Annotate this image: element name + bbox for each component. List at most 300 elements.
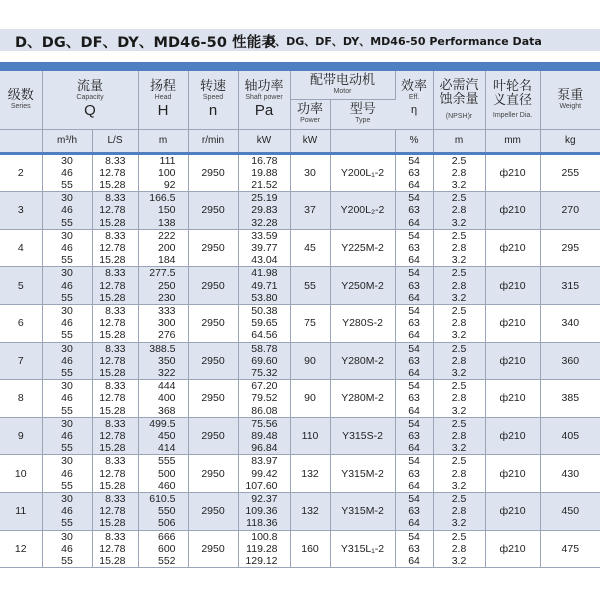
cell-efficiency-value: 63 — [408, 166, 420, 179]
unit-weight: kg — [540, 129, 600, 153]
cell-impeller: ф210 — [485, 192, 540, 230]
cell-npsh-value: 2.5 — [451, 154, 467, 167]
cell-motor-power: 110 — [290, 417, 330, 455]
cell-capacity-ls-value: 12.78 — [99, 354, 126, 367]
cell-capacity-ls-value: 12.78 — [99, 429, 126, 442]
cell-npsh-value: 2.8 — [451, 505, 467, 518]
cell-npsh-value: 2.5 — [451, 267, 467, 280]
cell-head-value: 450 — [157, 429, 176, 442]
cell-capacity-m3h-value: 46 — [61, 467, 73, 480]
cell-npsh-value: 2.8 — [451, 467, 467, 480]
cell-npsh-value: 2.5 — [451, 455, 467, 468]
cell-capacity-ls-value: 15.28 — [99, 442, 126, 455]
cell-head-value: 150 — [157, 204, 176, 217]
cell-npsh-value: 3.2 — [451, 178, 467, 191]
cell-capacity-m3h-value: 46 — [61, 429, 73, 442]
cell-npsh-value: 2.8 — [451, 542, 467, 555]
cell-shaft-power-value: 75.32 — [251, 366, 278, 379]
cell-shaft-power-value: 39.77 — [251, 241, 278, 254]
cell-npsh-value: 2.5 — [451, 229, 467, 242]
cell-impeller: ф210 — [485, 153, 540, 192]
cell-capacity-ls-value: 12.78 — [99, 505, 126, 518]
cell-capacity-m3h-value: 55 — [61, 291, 73, 304]
cell-head — [138, 455, 188, 493]
cell-npsh-value: 2.8 — [451, 317, 467, 330]
cell-capacity-m3h — [42, 455, 92, 493]
cell-shaft-power-value: 43.04 — [251, 254, 278, 267]
table-row — [0, 229, 600, 267]
cell-head-value: 350 — [157, 354, 176, 367]
cell-efficiency-value: 64 — [408, 442, 420, 455]
cell-head — [138, 267, 188, 305]
cell-impeller: ф210 — [485, 380, 540, 418]
cell-head — [138, 342, 188, 380]
cell-efficiency-value: 54 — [408, 192, 420, 205]
table-row — [0, 492, 600, 530]
cell-efficiency-value: 64 — [408, 479, 420, 492]
cell-capacity-ls — [92, 304, 138, 342]
cell-capacity-ls-value: 12.78 — [99, 467, 126, 480]
cell-efficiency-value: 64 — [408, 555, 420, 567]
cell-npsh-value: 2.8 — [451, 241, 467, 254]
cell-shaft-power-value: 129.12 — [245, 555, 278, 567]
cell-capacity-m3h-value: 55 — [61, 442, 73, 455]
cell-shaft-power — [238, 267, 290, 305]
cell-head-value: 414 — [157, 442, 176, 455]
cell-head-value: 322 — [157, 366, 176, 379]
cell-capacity-m3h-value: 46 — [61, 241, 73, 254]
cell-capacity-ls-value: 12.78 — [99, 392, 126, 405]
cell-head-value: 184 — [157, 254, 176, 267]
cell-motor-type: Y280M-2 — [330, 380, 395, 418]
cell-shaft-power-value: 107.60 — [245, 479, 278, 492]
cell-capacity-m3h — [42, 342, 92, 380]
cell-shaft-power-value: 79.52 — [251, 392, 278, 405]
cell-efficiency-value: 54 — [408, 455, 420, 468]
cell-head — [138, 380, 188, 418]
cell-capacity-m3h-value: 30 — [61, 342, 73, 355]
cell-head-value: 460 — [157, 479, 176, 492]
unit-npsh: m — [433, 129, 485, 153]
cell-capacity-ls-value: 8.33 — [105, 229, 126, 242]
cell-shaft-power-value: 89.48 — [251, 429, 278, 442]
cell-shaft-power-value: 58.78 — [251, 342, 278, 355]
cell-efficiency-value: 64 — [408, 254, 420, 267]
cell-efficiency-value: 54 — [408, 380, 420, 393]
cell-capacity-ls-value: 15.28 — [99, 329, 126, 342]
cell-head-value: 400 — [157, 392, 176, 405]
cell-npsh — [433, 380, 485, 418]
cell-efficiency — [395, 229, 433, 267]
cell-head-value: 444 — [157, 380, 176, 393]
header-npsh: 必需汽蚀余量 (NPSH)r — [433, 71, 485, 129]
cell-head — [138, 417, 188, 455]
cell-shaft-power — [238, 530, 290, 568]
cell-capacity-ls — [92, 267, 138, 305]
cell-motor-power: 75 — [290, 304, 330, 342]
cell-capacity-m3h — [42, 380, 92, 418]
table-row — [0, 153, 600, 192]
cell-efficiency-value: 63 — [408, 354, 420, 367]
cell-head-value: 138 — [157, 216, 176, 229]
cell-shaft-power — [238, 153, 290, 192]
cell-npsh — [433, 229, 485, 267]
cell-efficiency-value: 63 — [408, 467, 420, 480]
cell-npsh — [433, 417, 485, 455]
table-row — [0, 267, 600, 305]
cell-series: 7 — [0, 342, 42, 380]
cell-efficiency-value: 63 — [408, 429, 420, 442]
cell-capacity-ls-value: 8.33 — [105, 267, 126, 280]
cell-impeller: ф210 — [485, 229, 540, 267]
cell-capacity-m3h-value: 30 — [61, 304, 73, 317]
cell-efficiency-value: 64 — [408, 517, 420, 530]
cell-shaft-power-value: 32.28 — [251, 216, 278, 229]
cell-efficiency — [395, 417, 433, 455]
cell-capacity-ls — [92, 192, 138, 230]
cell-impeller: ф210 — [485, 455, 540, 493]
cell-capacity-m3h-value: 30 — [61, 530, 73, 543]
cell-weight: 430 — [540, 455, 600, 493]
cell-efficiency-value: 54 — [408, 304, 420, 317]
cell-shaft-power-value: 59.65 — [251, 317, 278, 330]
cell-capacity-ls-value: 12.78 — [99, 204, 126, 217]
cell-capacity-ls-value: 8.33 — [105, 342, 126, 355]
cell-head — [138, 304, 188, 342]
cell-weight: 255 — [540, 153, 600, 192]
cell-capacity-m3h-value: 55 — [61, 216, 73, 229]
cell-capacity-ls-value: 12.78 — [99, 166, 126, 179]
cell-weight: 295 — [540, 229, 600, 267]
cell-motor-type: Y315M-2 — [330, 455, 395, 493]
cell-head — [138, 153, 188, 192]
cell-speed: 2950 — [188, 192, 238, 230]
cell-shaft-power-value: 16.78 — [251, 154, 278, 167]
cell-npsh-value: 2.8 — [451, 204, 467, 217]
cell-shaft-power-value: 67.20 — [251, 380, 278, 393]
cell-npsh — [433, 530, 485, 568]
unit-capacity-ls: L/S — [92, 129, 138, 153]
header-capacity: 流量 Capacity Q — [42, 71, 138, 129]
cell-efficiency-value: 54 — [408, 417, 420, 430]
cell-shaft-power-value: 75.56 — [251, 417, 278, 430]
cell-efficiency-value: 64 — [408, 329, 420, 342]
cell-capacity-m3h-value: 46 — [61, 279, 73, 292]
cell-capacity-m3h-value: 55 — [61, 254, 73, 267]
cell-shaft-power-value: 49.71 — [251, 279, 278, 292]
cell-npsh-value: 2.5 — [451, 417, 467, 430]
table-row — [0, 304, 600, 342]
header-efficiency: 效率 Eff. η — [395, 71, 433, 129]
table-row — [0, 455, 600, 493]
cell-head-value: 600 — [157, 542, 176, 555]
table-row — [0, 530, 600, 568]
cell-capacity-ls — [92, 530, 138, 568]
cell-shaft-power-value: 50.38 — [251, 304, 278, 317]
cell-npsh-value: 3.2 — [451, 517, 467, 530]
table-row — [0, 342, 600, 380]
cell-weight: 360 — [540, 342, 600, 380]
cell-capacity-ls-value: 15.28 — [99, 291, 126, 304]
cell-speed: 2950 — [188, 229, 238, 267]
cell-capacity-ls-value: 12.78 — [99, 279, 126, 292]
cell-capacity-m3h — [42, 229, 92, 267]
cell-capacity-m3h-value: 55 — [61, 329, 73, 342]
cell-head-value: 92 — [163, 178, 176, 191]
title-english: D、DG、DF、DY、MD46-50 Performance Data — [266, 35, 542, 48]
cell-impeller: ф210 — [485, 530, 540, 568]
cell-capacity-m3h — [42, 153, 92, 192]
cell-capacity-ls-value: 15.28 — [99, 555, 126, 567]
cell-npsh-value: 3.2 — [451, 216, 467, 229]
cell-shaft-power — [238, 304, 290, 342]
cell-efficiency — [395, 492, 433, 530]
cell-npsh-value: 2.5 — [451, 492, 467, 505]
cell-capacity-m3h-value: 46 — [61, 392, 73, 405]
table-row — [0, 417, 600, 455]
cell-weight: 450 — [540, 492, 600, 530]
cell-npsh — [433, 192, 485, 230]
cell-capacity-m3h-value: 55 — [61, 366, 73, 379]
cell-capacity-m3h-value: 55 — [61, 479, 73, 492]
cell-motor-type: Y315M-2 — [330, 492, 395, 530]
cell-capacity-ls — [92, 229, 138, 267]
cell-npsh — [433, 455, 485, 493]
cell-capacity-ls — [92, 153, 138, 192]
header-motor-power: 功率 Power — [290, 99, 330, 129]
cell-capacity-ls-value: 15.28 — [99, 178, 126, 191]
cell-npsh — [433, 153, 485, 192]
cell-capacity-ls — [92, 492, 138, 530]
cell-head-value: 388.5 — [149, 342, 176, 355]
header-speed: 转速 Speed n — [188, 71, 238, 129]
cell-npsh — [433, 492, 485, 530]
cell-speed: 2950 — [188, 304, 238, 342]
cell-weight: 340 — [540, 304, 600, 342]
cell-impeller: ф210 — [485, 304, 540, 342]
cell-capacity-m3h — [42, 267, 92, 305]
cell-motor-power: 132 — [290, 455, 330, 493]
cell-head-value: 300 — [157, 317, 176, 330]
cell-head-value: 111 — [159, 154, 176, 167]
cell-head-value: 610.5 — [149, 492, 176, 505]
header-series: 级数 Series — [0, 71, 42, 129]
cell-head-value: 550 — [157, 505, 176, 518]
cell-capacity-ls-value: 8.33 — [105, 192, 126, 205]
cell-capacity-m3h — [42, 530, 92, 568]
cell-capacity-ls — [92, 417, 138, 455]
cell-head — [138, 492, 188, 530]
cell-efficiency-value: 54 — [408, 267, 420, 280]
cell-npsh-value: 3.2 — [451, 366, 467, 379]
cell-series: 12 — [0, 530, 42, 568]
cell-npsh-value: 2.8 — [451, 429, 467, 442]
cell-motor-power: 160 — [290, 530, 330, 568]
cell-impeller: ф210 — [485, 267, 540, 305]
cell-head-value: 500 — [157, 467, 176, 480]
cell-npsh-value: 2.5 — [451, 304, 467, 317]
cell-npsh-value: 2.8 — [451, 166, 467, 179]
table-row — [0, 380, 600, 418]
cell-head — [138, 229, 188, 267]
cell-shaft-power-value: 41.98 — [251, 267, 278, 280]
cell-npsh-value: 3.2 — [451, 404, 467, 417]
cell-head-value: 499.5 — [149, 417, 176, 430]
cell-motor-type: Y280M-2 — [330, 342, 395, 380]
cell-head — [138, 192, 188, 230]
cell-capacity-m3h-value: 30 — [61, 492, 73, 505]
cell-capacity-ls — [92, 342, 138, 380]
cell-weight: 475 — [540, 530, 600, 568]
cell-capacity-ls-value: 12.78 — [99, 542, 126, 555]
cell-head-value: 166.5 — [149, 192, 176, 205]
title-chinese: D、DG、DF、DY、MD46-50 性能表 — [15, 35, 276, 51]
cell-npsh-value: 3.2 — [451, 555, 467, 567]
cell-weight: 405 — [540, 417, 600, 455]
cell-shaft-power — [238, 229, 290, 267]
cell-shaft-power — [238, 492, 290, 530]
unit-head: m — [138, 129, 188, 153]
cell-capacity-m3h-value: 30 — [61, 417, 73, 430]
cell-head-value: 200 — [157, 241, 176, 254]
cell-capacity-ls-value: 8.33 — [105, 417, 126, 430]
cell-head — [138, 530, 188, 568]
cell-head-value: 552 — [157, 555, 176, 567]
cell-capacity-ls — [92, 455, 138, 493]
cell-capacity-ls-value: 8.33 — [105, 530, 126, 543]
cell-efficiency-value: 63 — [408, 542, 420, 555]
cell-head-value: 368 — [157, 404, 176, 417]
cell-efficiency-value: 63 — [408, 317, 420, 330]
cell-capacity-m3h — [42, 417, 92, 455]
cell-capacity-ls-value: 15.28 — [99, 366, 126, 379]
cell-efficiency-value: 54 — [408, 229, 420, 242]
cell-npsh-value: 2.8 — [451, 392, 467, 405]
cell-capacity-m3h — [42, 192, 92, 230]
cell-efficiency-value: 63 — [408, 279, 420, 292]
cell-capacity-m3h-value: 46 — [61, 354, 73, 367]
title-bar — [0, 29, 600, 51]
cell-npsh — [433, 342, 485, 380]
cell-head-value: 506 — [157, 517, 176, 530]
cell-npsh-value: 2.5 — [451, 530, 467, 543]
cell-efficiency-value: 64 — [408, 404, 420, 417]
cell-capacity-m3h — [42, 492, 92, 530]
cell-series: 9 — [0, 417, 42, 455]
cell-motor-power: 132 — [290, 492, 330, 530]
cell-shaft-power — [238, 417, 290, 455]
cell-shaft-power-value: 33.59 — [251, 229, 278, 242]
cell-capacity-ls-value: 15.28 — [99, 404, 126, 417]
cell-shaft-power — [238, 455, 290, 493]
performance-table — [0, 71, 600, 568]
cell-series: 6 — [0, 304, 42, 342]
cell-efficiency-value: 64 — [408, 366, 420, 379]
cell-efficiency — [395, 530, 433, 568]
cell-capacity-ls-value: 8.33 — [105, 154, 126, 167]
cell-npsh-value: 2.8 — [451, 279, 467, 292]
cell-capacity-ls-value: 12.78 — [99, 241, 126, 254]
header-impeller: 叶轮名义直径 Impeller Dia. — [485, 71, 540, 129]
header-weight: 泵重 Weight — [540, 71, 600, 129]
cell-head-value: 100 — [157, 166, 176, 179]
cell-capacity-ls-value: 8.33 — [105, 380, 126, 393]
cell-motor-power: 90 — [290, 380, 330, 418]
cell-capacity-ls-value: 15.28 — [99, 216, 126, 229]
cell-shaft-power-value: 69.60 — [251, 354, 278, 367]
unit-motor-power: kW — [290, 129, 330, 153]
cell-capacity-m3h-value: 30 — [61, 229, 73, 242]
cell-efficiency-value: 63 — [408, 241, 420, 254]
cell-speed: 2950 — [188, 380, 238, 418]
cell-efficiency-value: 54 — [408, 530, 420, 543]
cell-shaft-power-value: 86.08 — [251, 404, 278, 417]
cell-npsh-value: 3.2 — [451, 291, 467, 304]
cell-speed: 2950 — [188, 417, 238, 455]
cell-head-value: 276 — [157, 329, 176, 342]
unit-efficiency: % — [395, 129, 433, 153]
cell-weight: 270 — [540, 192, 600, 230]
cell-shaft-power-value: 19.88 — [251, 166, 278, 179]
unit-series — [0, 129, 42, 153]
cell-shaft-power-value: 96.84 — [251, 442, 278, 455]
cell-head-value: 222 — [157, 229, 176, 242]
cell-efficiency — [395, 342, 433, 380]
cell-capacity-m3h-value: 30 — [61, 380, 73, 393]
cell-shaft-power-value: 119.28 — [246, 542, 278, 555]
cell-speed: 2950 — [188, 267, 238, 305]
cell-impeller: ф210 — [485, 342, 540, 380]
cell-head-value: 277.5 — [149, 267, 176, 280]
cell-npsh-value: 2.8 — [451, 354, 467, 367]
cell-capacity-ls-value: 8.33 — [105, 492, 126, 505]
cell-npsh-value: 3.2 — [451, 254, 467, 267]
cell-shaft-power-value: 21.52 — [251, 178, 278, 191]
cell-efficiency — [395, 304, 433, 342]
cell-head-value: 230 — [157, 291, 176, 304]
cell-capacity-m3h-value: 30 — [61, 154, 73, 167]
cell-capacity-m3h-value: 46 — [61, 204, 73, 217]
header-divider — [0, 62, 600, 71]
cell-npsh — [433, 304, 485, 342]
table-body — [0, 153, 600, 568]
cell-capacity-m3h — [42, 304, 92, 342]
cell-npsh-value: 2.5 — [451, 380, 467, 393]
cell-weight: 315 — [540, 267, 600, 305]
cell-efficiency-value: 63 — [408, 505, 420, 518]
cell-efficiency-value: 54 — [408, 154, 420, 167]
cell-shaft-power-value: 83.97 — [251, 455, 278, 468]
cell-speed: 2950 — [188, 492, 238, 530]
header-head: 扬程 Head H — [138, 71, 188, 129]
cell-head-value: 555 — [157, 455, 176, 468]
cell-motor-type: Y225M-2 — [330, 229, 395, 267]
unit-speed: r/min — [188, 129, 238, 153]
cell-npsh-value: 3.2 — [451, 479, 467, 492]
cell-speed: 2950 — [188, 342, 238, 380]
unit-capacity-m3h: m³/h — [42, 129, 92, 153]
cell-efficiency — [395, 380, 433, 418]
cell-capacity-m3h-value: 55 — [61, 404, 73, 417]
cell-series: 3 — [0, 192, 42, 230]
cell-shaft-power-value: 53.80 — [251, 291, 278, 304]
cell-efficiency — [395, 192, 433, 230]
cell-efficiency-value: 54 — [408, 342, 420, 355]
cell-capacity-ls-value: 8.33 — [105, 455, 126, 468]
cell-shaft-power-value: 118.36 — [246, 517, 278, 530]
cell-npsh — [433, 267, 485, 305]
cell-capacity-m3h-value: 55 — [61, 517, 73, 530]
